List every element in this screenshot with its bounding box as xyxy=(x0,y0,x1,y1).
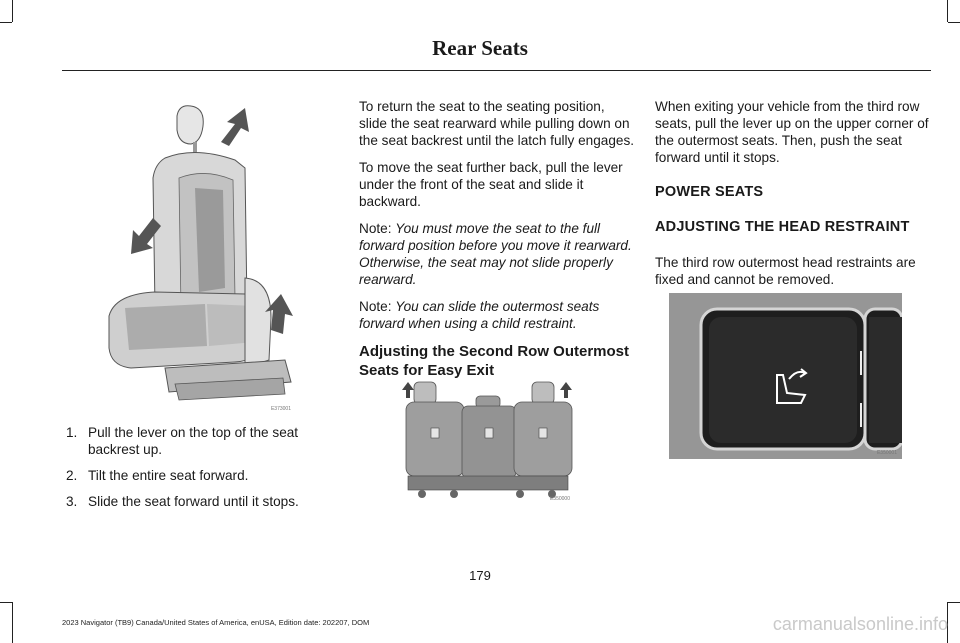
power-seat-button-illustration xyxy=(669,293,902,459)
page-title: Rear Seats xyxy=(432,36,528,60)
body-paragraph: To move the seat further back, pull the lever under the front of the seat and slide it backward. xyxy=(359,160,623,209)
section-heading: ADJUSTING THE HEAD RESTRAINT xyxy=(655,219,910,235)
crop-mark xyxy=(947,0,948,22)
watermark: carmanualsonline.info xyxy=(772,614,948,634)
steps-list xyxy=(62,424,312,510)
crop-mark xyxy=(948,22,960,23)
body-paragraph: To return the seat to the seating position, slide the seat rearward while pulling down on the seat backrest until the latch fully engages. xyxy=(359,99,635,148)
step-number: 2. xyxy=(66,468,78,483)
crop-mark xyxy=(12,602,13,643)
second-row-seats-illustration xyxy=(400,378,576,502)
step-number: 1. xyxy=(66,425,78,440)
note-text: You must move the seat to the full forward position before you move it rearward. Otherwise, the seat may not slide properly rearward. xyxy=(359,221,632,287)
step-text: Tilt the entire seat forward. xyxy=(88,468,249,483)
figure-id: E350000 xyxy=(549,496,570,502)
crop-mark xyxy=(948,602,960,603)
list-item xyxy=(62,424,312,458)
note-label: Note: xyxy=(359,221,392,236)
page-number: 179 xyxy=(469,568,491,583)
figure-id: E350001 xyxy=(876,450,897,456)
crop-mark xyxy=(0,22,12,23)
seat-tilt-illustration xyxy=(95,98,305,414)
footer-edition-text: 2023 Navigator (TB9) Canada/United States of America, enUSA, Edition date: 202207, DOM xyxy=(62,618,370,627)
figure-id: E373001 xyxy=(270,406,291,412)
step-text: Pull the lever on the top of the seat backrest up. xyxy=(88,425,299,457)
left-column xyxy=(62,424,312,519)
body-paragraph: The third row outermost head restraints are fixed and cannot be removed. xyxy=(655,255,916,287)
step-text: Slide the seat forward until it stops. xyxy=(88,494,299,509)
list-item xyxy=(62,493,312,510)
step-number: 3. xyxy=(66,494,78,509)
middle-column xyxy=(359,98,635,392)
crop-mark xyxy=(0,602,12,603)
section-heading: POWER SEATS xyxy=(655,184,764,200)
note-text: You can slide the outermost seats forward when using a child restraint. xyxy=(359,299,600,331)
note xyxy=(359,220,635,288)
crop-mark xyxy=(12,0,13,22)
note xyxy=(359,298,635,332)
note-label: Note: xyxy=(359,299,392,314)
body-paragraph: When exiting your vehicle from the third row seats, pull the lever up on the upper corner of the outermost seats. Then, push the seat forward until it stops. xyxy=(655,99,929,165)
list-item xyxy=(62,467,312,484)
header-divider xyxy=(62,70,931,71)
right-column xyxy=(655,98,931,298)
section-heading: Adjusting the Second Row Outermost Seats for Easy Exit xyxy=(359,343,630,379)
